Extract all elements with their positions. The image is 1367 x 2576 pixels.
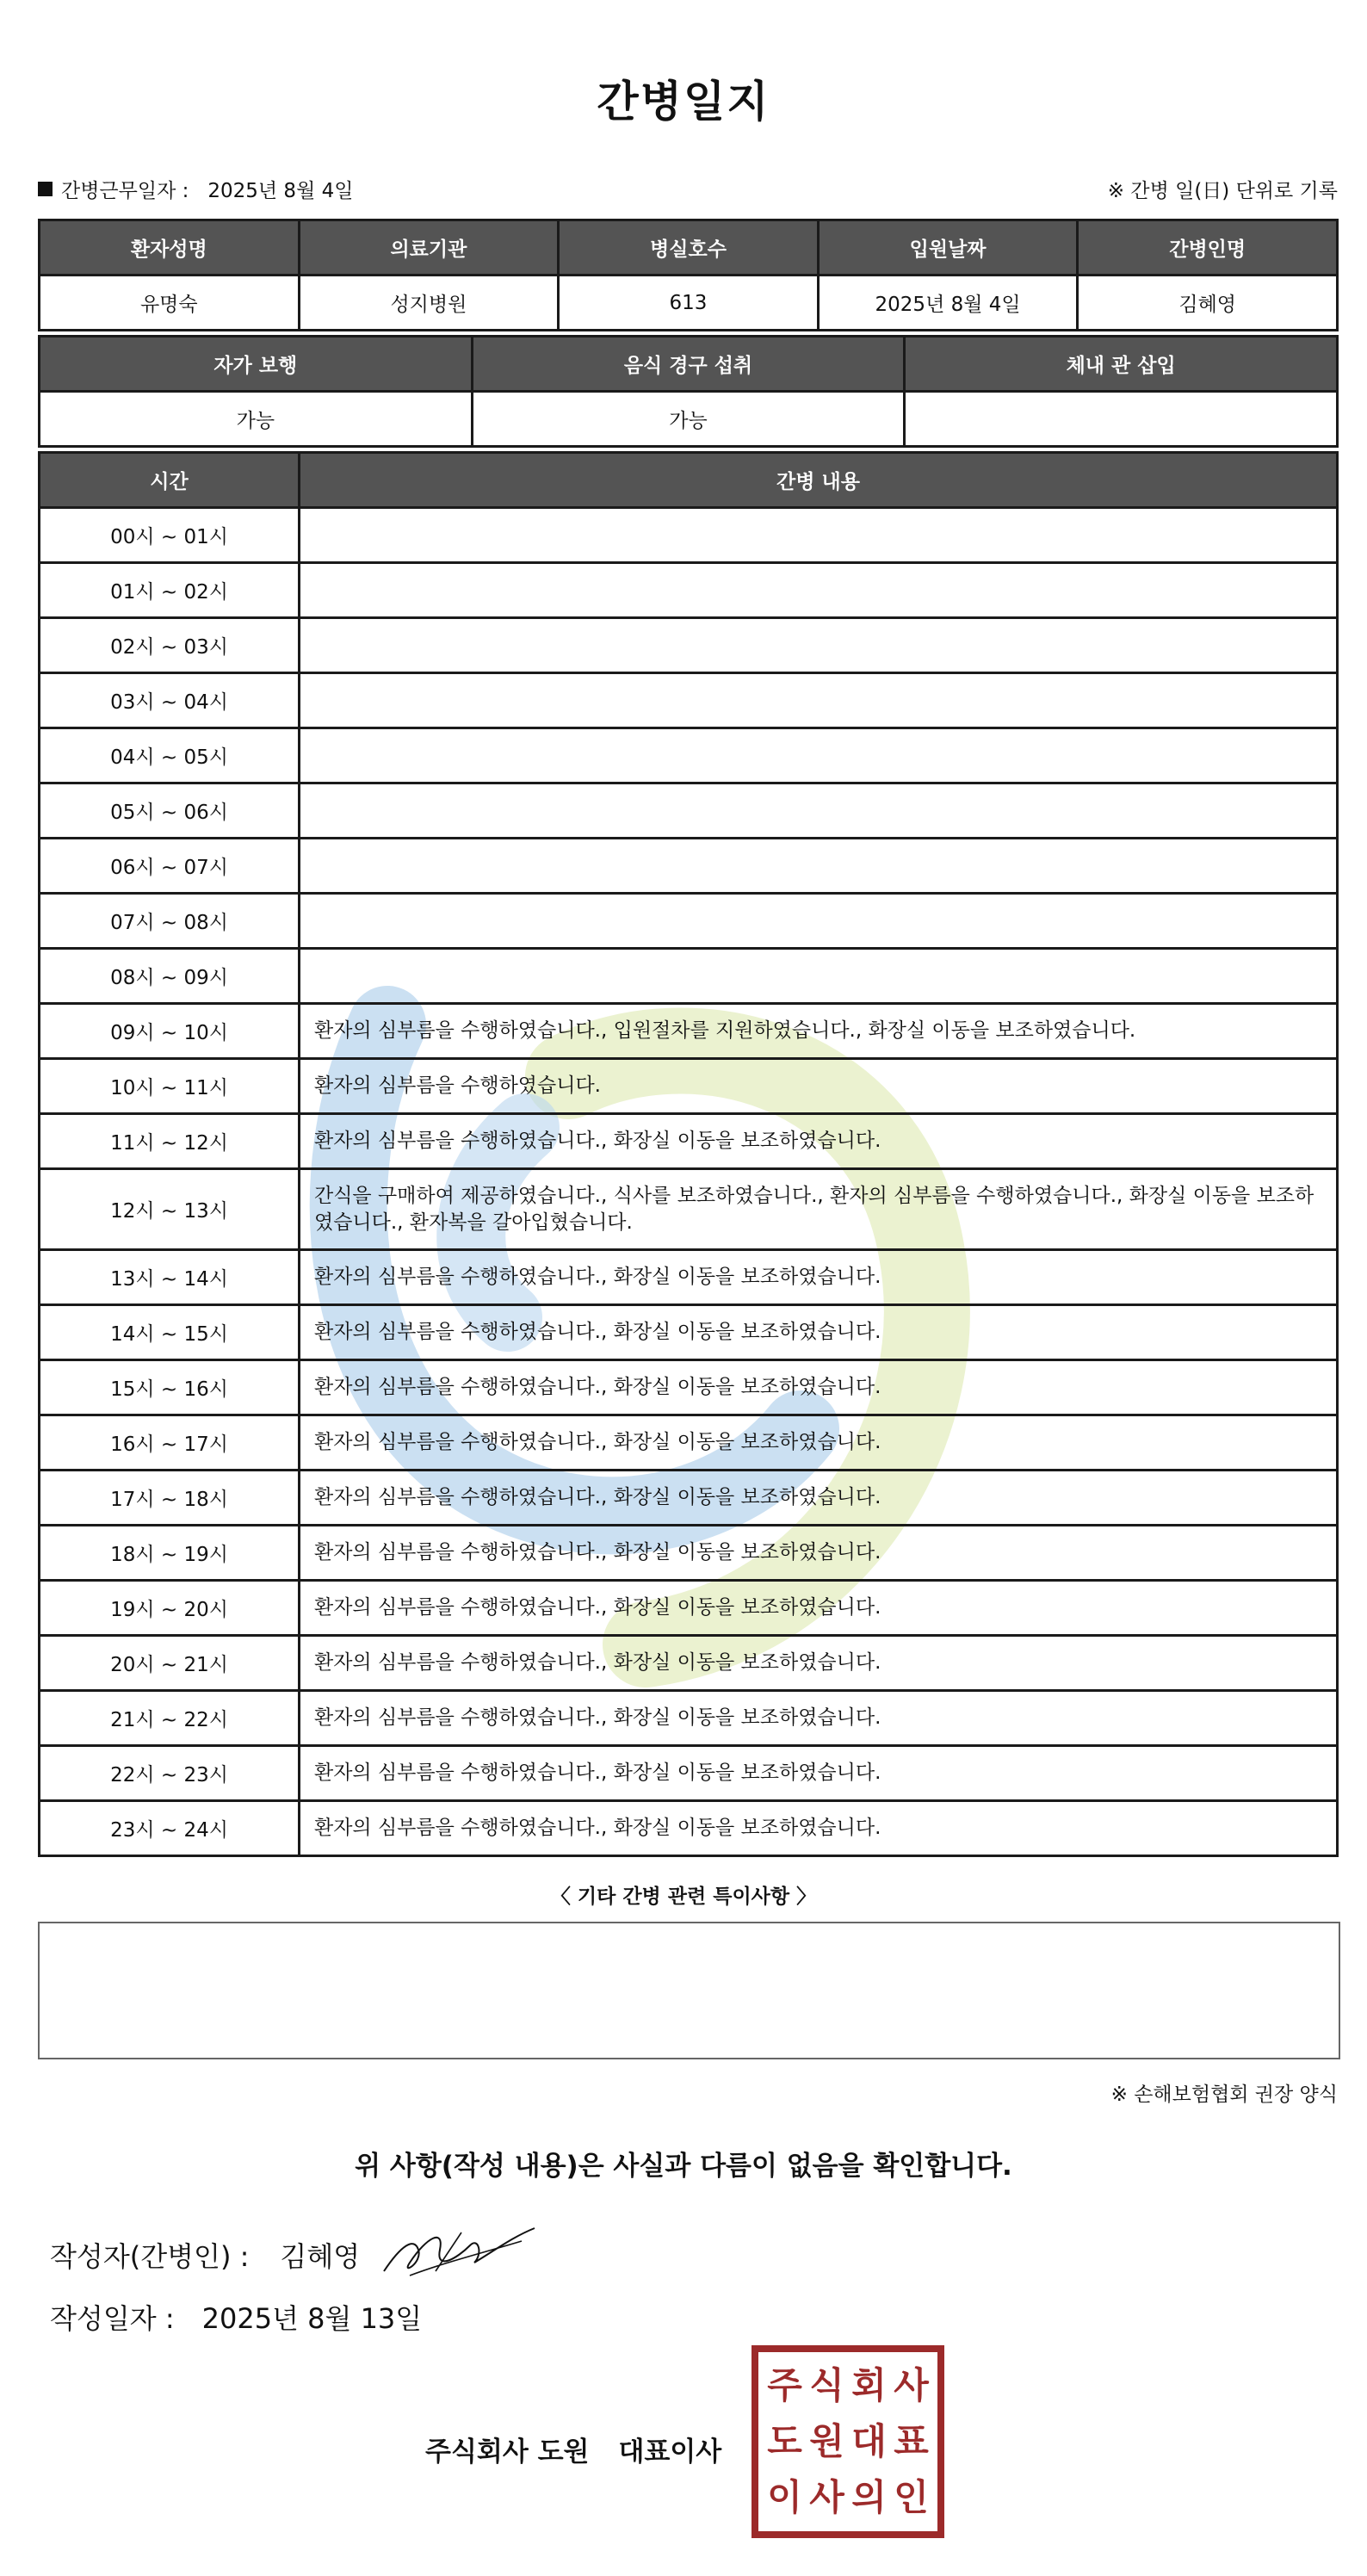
time-slot: 14시 ~ 15시 — [40, 1305, 300, 1360]
patient-info-table — [38, 219, 1339, 331]
care-content: 환자의 심부름을 수행하였습니다., 화장실 이동을 보조하였습니다. — [300, 1360, 1338, 1415]
header-admission-date: 입원날짜 — [818, 220, 1078, 276]
writer-label: 작성자(간병인) : — [50, 2240, 250, 2273]
time-slot: 13시 ~ 14시 — [40, 1250, 300, 1305]
care-content — [300, 894, 1338, 949]
writer-name: 김혜영 — [280, 2240, 361, 2273]
header-caregiver-name: 간병인명 — [1078, 220, 1338, 276]
work-date-line — [38, 175, 353, 203]
care-content: 환자의 심부름을 수행하였습니다., 화장실 이동을 보조하였습니다. — [300, 1691, 1338, 1746]
care-content: 환자의 심부름을 수행하였습니다., 화장실 이동을 보조하였습니다. — [300, 1801, 1338, 1856]
care-content: 간식을 구매하여 제공하였습니다., 식사를 보조하였습니다., 환자의 심부름을 수행하였습니다., 화장실 이동을 보조하였습니다., 환자복을 갈아입혔습니다. — [300, 1169, 1338, 1250]
confirmation-statement: 위 사항(작성 내용)은 사실과 다름이 없음을 확인합니다. — [355, 2151, 1012, 2182]
time-slot: 16시 ~ 17시 — [40, 1415, 300, 1471]
daily-record-note: ※ 간병 일(日) 단위로 기록 — [1107, 180, 1338, 202]
care-log-row — [40, 673, 1338, 728]
work-date-label: 간병근무일자 : — [61, 180, 189, 202]
seal-character: 사 — [809, 2476, 844, 2519]
seal-character: 의 — [851, 2476, 887, 2519]
care-log-row — [40, 894, 1338, 949]
time-slot: 10시 ~ 11시 — [40, 1059, 300, 1114]
time-slot: 15시 ~ 16시 — [40, 1360, 300, 1415]
time-slot: 12시 ~ 13시 — [40, 1169, 300, 1250]
special-notes-title: 〈 기타 간병 관련 특이사항 〉 — [550, 1886, 817, 1908]
care-log-row — [40, 728, 1338, 783]
care-log-row — [40, 563, 1338, 618]
time-slot: 01시 ~ 02시 — [40, 563, 300, 618]
seal-character: 인 — [894, 2476, 929, 2519]
seal-character: 표 — [894, 2419, 929, 2462]
time-slot: 18시 ~ 19시 — [40, 1526, 300, 1581]
header-oral-intake: 음식 경구 섭취 — [472, 337, 905, 392]
patient-status-table — [38, 335, 1339, 448]
time-slot: 05시 ~ 06시 — [40, 783, 300, 839]
care-log-row — [40, 1250, 1338, 1305]
written-date-line — [50, 2297, 422, 2337]
caregiver-name-value: 김혜영 — [1078, 276, 1338, 331]
signature-icon — [375, 2211, 539, 2288]
care-content — [300, 839, 1338, 894]
time-slot: 21시 ~ 22시 — [40, 1691, 300, 1746]
seal-character: 사 — [894, 2363, 929, 2406]
hospital-value: 성지병원 — [299, 276, 559, 331]
self-walking-value: 가능 — [40, 392, 473, 447]
company-name: 주식회사 도원 — [425, 2437, 590, 2468]
care-content: 환자의 심부름을 수행하였습니다. — [300, 1059, 1338, 1114]
care-log-row — [40, 1526, 1338, 1581]
care-log-row — [40, 1114, 1338, 1169]
time-slot: 03시 ~ 04시 — [40, 673, 300, 728]
care-log-row — [40, 618, 1338, 673]
care-log-row — [40, 1415, 1338, 1471]
care-log-row — [40, 949, 1338, 1004]
document-title: 간병일지 — [597, 77, 770, 127]
care-content: 환자의 심부름을 수행하였습니다., 화장실 이동을 보조하였습니다. — [300, 1581, 1338, 1636]
time-slot: 07시 ~ 08시 — [40, 894, 300, 949]
care-log-row — [40, 1169, 1338, 1250]
care-content — [300, 949, 1338, 1004]
company-seal-stamp — [752, 2345, 944, 2538]
care-log-row — [40, 1360, 1338, 1415]
header-tube-insertion: 체내 관 삽입 — [905, 337, 1338, 392]
insurance-form-note: ※ 손해보험협회 권장 양식 — [1110, 2084, 1338, 2106]
company-line — [425, 2430, 721, 2468]
seal-character: 회 — [851, 2363, 887, 2406]
time-slot: 09시 ~ 10시 — [40, 1004, 300, 1059]
care-log-row — [40, 1746, 1338, 1801]
care-content: 환자의 심부름을 수행하였습니다., 화장실 이동을 보조하였습니다. — [300, 1636, 1338, 1691]
header-time: 시간 — [40, 453, 300, 508]
time-slot: 17시 ~ 18시 — [40, 1471, 300, 1526]
care-log-row — [40, 1471, 1338, 1526]
care-content — [300, 508, 1338, 563]
care-content: 환자의 심부름을 수행하였습니다., 화장실 이동을 보조하였습니다. — [300, 1526, 1338, 1581]
care-log-row — [40, 1581, 1338, 1636]
tube-insertion-value — [905, 392, 1338, 447]
seal-character: 도 — [767, 2419, 802, 2462]
care-content — [300, 728, 1338, 783]
care-content — [300, 673, 1338, 728]
admission-date-value: 2025년 8월 4일 — [818, 276, 1078, 331]
seal-character: 이 — [767, 2476, 802, 2519]
header-hospital: 의료기관 — [299, 220, 559, 276]
written-date-value: 2025년 8월 13일 — [201, 2302, 423, 2335]
time-slot: 22시 ~ 23시 — [40, 1746, 300, 1801]
seal-character: 원 — [809, 2419, 844, 2462]
header-patient-name: 환자성명 — [40, 220, 300, 276]
special-notes-box — [38, 1922, 1340, 2059]
care-log-row — [40, 1636, 1338, 1691]
time-slot: 08시 ~ 09시 — [40, 949, 300, 1004]
header-self-walking: 자가 보행 — [40, 337, 473, 392]
care-log-row — [40, 1801, 1338, 1856]
time-slot: 02시 ~ 03시 — [40, 618, 300, 673]
care-content — [300, 618, 1338, 673]
care-log-row — [40, 783, 1338, 839]
care-content — [300, 783, 1338, 839]
room-number-value: 613 — [559, 276, 819, 331]
care-content: 환자의 심부름을 수행하였습니다., 화장실 이동을 보조하였습니다. — [300, 1114, 1338, 1169]
care-log-row — [40, 1059, 1338, 1114]
time-slot: 23시 ~ 24시 — [40, 1801, 300, 1856]
care-content: 환자의 심부름을 수행하였습니다., 화장실 이동을 보조하였습니다. — [300, 1746, 1338, 1801]
care-content: 환자의 심부름을 수행하였습니다., 화장실 이동을 보조하였습니다. — [300, 1250, 1338, 1305]
representative-title: 대표이사 — [618, 2437, 722, 2468]
oral-intake-value: 가능 — [472, 392, 905, 447]
care-log-row — [40, 839, 1338, 894]
bullet-square-icon — [38, 182, 53, 196]
time-slot: 20시 ~ 21시 — [40, 1636, 300, 1691]
patient-name-value: 유명숙 — [40, 276, 300, 331]
writer-line — [50, 2235, 360, 2275]
time-slot: 19시 ~ 20시 — [40, 1581, 300, 1636]
seal-character: 대 — [851, 2419, 887, 2462]
seal-character: 식 — [809, 2363, 844, 2406]
care-log-row — [40, 508, 1338, 563]
time-slot: 11시 ~ 12시 — [40, 1114, 300, 1169]
time-slot: 06시 ~ 07시 — [40, 839, 300, 894]
care-content: 환자의 심부름을 수행하였습니다., 화장실 이동을 보조하였습니다. — [300, 1471, 1338, 1526]
seal-character: 주 — [767, 2363, 802, 2406]
time-slot: 00시 ~ 01시 — [40, 508, 300, 563]
care-content: 환자의 심부름을 수행하였습니다., 화장실 이동을 보조하였습니다. — [300, 1305, 1338, 1360]
header-room-number: 병실호수 — [559, 220, 819, 276]
care-log-row — [40, 1691, 1338, 1746]
work-date-value: 2025년 8월 4일 — [207, 180, 354, 202]
time-slot: 04시 ~ 05시 — [40, 728, 300, 783]
care-log-row — [40, 1305, 1338, 1360]
header-care-content: 간병 내용 — [300, 453, 1338, 508]
care-content: 환자의 심부름을 수행하였습니다., 입원절차를 지원하였습니다., 화장실 이동을 보조하였습니다. — [300, 1004, 1338, 1059]
care-content: 환자의 심부름을 수행하였습니다., 화장실 이동을 보조하였습니다. — [300, 1415, 1338, 1471]
care-log-table — [38, 451, 1339, 1857]
care-log-row — [40, 1004, 1338, 1059]
care-content — [300, 563, 1338, 618]
written-date-label: 작성일자 : — [50, 2302, 175, 2335]
